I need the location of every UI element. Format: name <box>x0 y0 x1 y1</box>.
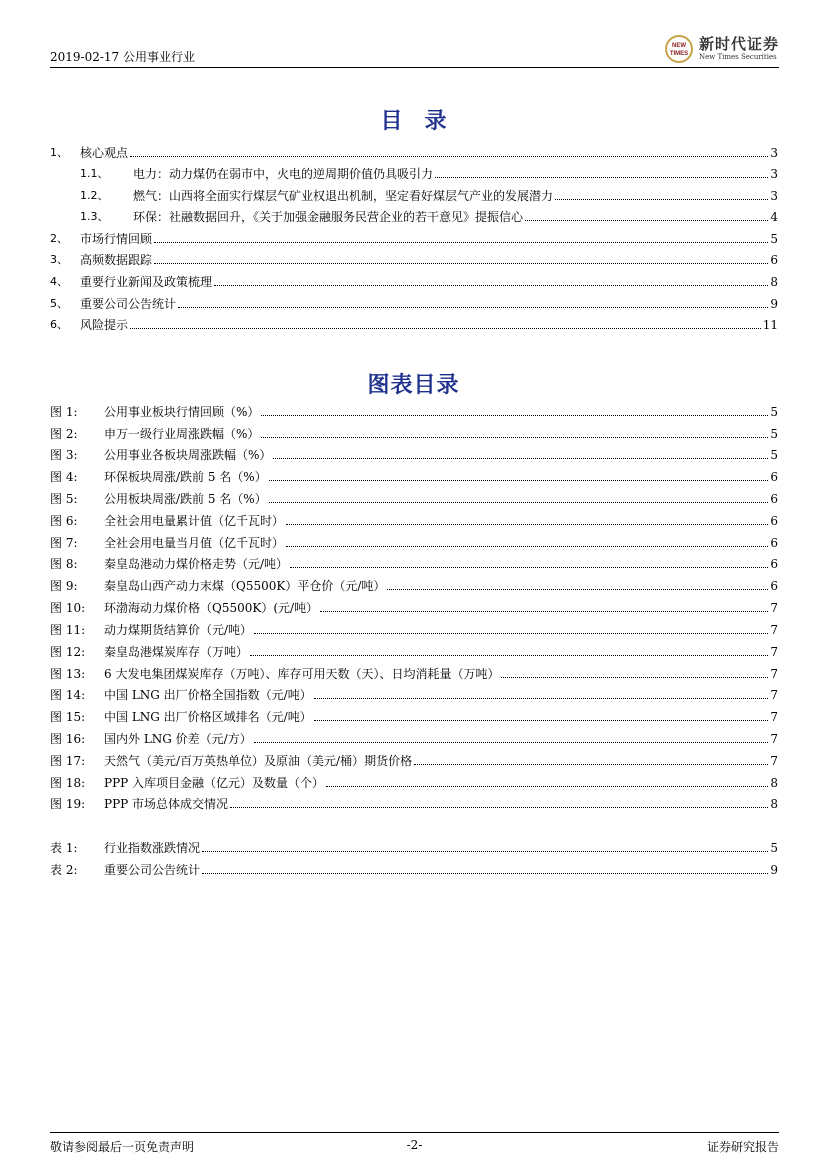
figure-entry[interactable] <box>50 423 778 441</box>
figure-entry[interactable] <box>50 793 778 811</box>
table-entry-number: 表 2: <box>50 863 78 877</box>
dot-leader <box>273 458 768 459</box>
figure-entry-number: 图 19: <box>50 797 86 811</box>
toc-entry[interactable] <box>50 249 778 267</box>
figure-entry-number: 图 7: <box>50 536 78 550</box>
logo-mark-icon <box>662 34 696 64</box>
figure-entry-page: 5 <box>770 448 778 462</box>
toc-entry[interactable] <box>50 206 778 224</box>
toc-entry[interactable] <box>50 163 778 181</box>
figure-entry-label: 全社会用电量累计值（亿千瓦时） <box>104 514 285 528</box>
figure-entry-label: 中国 LNG 出厂价格全国指数（元/吨） <box>104 688 312 702</box>
toc-entry-label: 电力：动力煤仍在弱市中，火电的逆周期价值仍具吸引力 <box>133 167 434 181</box>
figure-entry-number: 图 14: <box>50 688 86 702</box>
svg-text:NEW: NEW <box>671 43 686 49</box>
figure-entry[interactable] <box>50 532 778 550</box>
logo-name-en: New Times Securities <box>698 53 777 61</box>
table-entry-number: 表 1: <box>50 841 78 855</box>
figure-entry-page: 7 <box>770 623 778 637</box>
toc-entry-number: 1.1、 <box>80 167 109 180</box>
figure-entry-page: 7 <box>770 645 778 659</box>
toc-entry-page: 3 <box>770 189 778 203</box>
dot-leader <box>269 502 769 503</box>
toc-entry-number: 3、 <box>50 253 68 266</box>
figure-entry-label: 天然气（美元/百万英热单位）及原油（美元/桶）期货价格 <box>104 754 413 768</box>
dot-leader <box>525 220 768 221</box>
figure-entry-number: 图 5: <box>50 492 78 506</box>
table-entry-page: 5 <box>770 841 778 855</box>
page-footer <box>50 1132 779 1156</box>
page-header <box>50 34 779 68</box>
figure-entry-page: 5 <box>770 427 778 441</box>
figure-entry[interactable] <box>50 401 778 419</box>
dot-leader <box>290 567 768 568</box>
figure-entry-number: 图 12: <box>50 645 86 659</box>
toc-entry-page: 8 <box>770 275 778 289</box>
figure-entry-page: 6 <box>770 470 778 484</box>
figure-entry-page: 6 <box>770 536 778 550</box>
dot-leader <box>326 786 768 787</box>
figure-entry-label: 动力煤期货结算价（元/吨） <box>104 623 253 637</box>
figure-entry[interactable] <box>50 641 778 659</box>
figure-entry-page: 7 <box>770 710 778 724</box>
figure-entry[interactable] <box>50 706 778 724</box>
toc-entry[interactable] <box>50 228 778 246</box>
figure-entry-number: 图 3: <box>50 448 78 462</box>
figure-entry-label: 中国 LNG 出厂价格区域排名（元/吨） <box>104 710 312 724</box>
dot-leader <box>435 177 768 178</box>
figure-entry-label: 公用事业各板块周涨跌幅（%） <box>104 448 272 462</box>
toc-entry[interactable] <box>50 314 778 332</box>
toc-entry-label: 环保：社融数据回升，《关于加强金融服务民营企业的若干意见》提振信心 <box>133 210 524 224</box>
figure-entry-number: 图 6: <box>50 514 78 528</box>
figure-entry-label: 申万一级行业周涨跌幅（%） <box>104 427 260 441</box>
figure-entry-page: 6 <box>770 514 778 528</box>
dot-leader <box>214 285 768 286</box>
dot-leader <box>286 524 768 525</box>
figure-entry-page: 7 <box>770 754 778 768</box>
toc-entry-label: 市场行情回顾 <box>80 232 153 246</box>
dot-leader <box>178 307 768 308</box>
report-type: 证券研究报告 <box>706 1140 779 1154</box>
figure-entry-number: 图 16: <box>50 732 86 746</box>
figure-entry[interactable] <box>50 663 778 681</box>
figure-entry[interactable] <box>50 772 778 790</box>
dot-leader <box>254 742 769 743</box>
toc-entry-number: 4、 <box>50 275 68 288</box>
dot-leader <box>501 677 768 678</box>
dot-leader <box>320 611 768 612</box>
figure-entry[interactable] <box>50 466 778 484</box>
company-logo <box>662 34 779 64</box>
toc-entry-page: 3 <box>770 167 778 181</box>
figure-entry[interactable] <box>50 728 778 746</box>
table-entry-label: 行业指数涨跌情况 <box>104 841 201 855</box>
table-entry-page: 9 <box>770 863 778 877</box>
figure-entry-label: 全社会用电量当月值（亿千瓦时） <box>104 536 285 550</box>
toc-entry[interactable] <box>50 185 778 203</box>
page-number: -2- <box>406 1138 423 1152</box>
figure-entry-label: PPP 入库项目金融（亿元）及数量（个） <box>104 776 325 790</box>
toc-entry-number: 1.2、 <box>80 189 109 202</box>
figure-entry-page: 6 <box>770 557 778 571</box>
figure-entry[interactable] <box>50 750 778 768</box>
table-entry-label: 重要公司公告统计 <box>104 863 201 877</box>
figure-entry-label: 环保板块周涨/跌前 5 名（%） <box>104 470 267 484</box>
figure-entry-page: 7 <box>770 688 778 702</box>
toc-entry-page: 3 <box>770 146 778 160</box>
figure-entry-page: 7 <box>770 601 778 615</box>
dot-leader <box>387 589 768 590</box>
figure-entry-label: 6 大发电集团煤炭库存（万吨）、库存可用天数（天）、日均消耗量（万吨） <box>104 667 500 681</box>
figure-entry-number: 图 10: <box>50 601 86 615</box>
figure-entry-number: 图 9: <box>50 579 78 593</box>
toc-entry-page: 6 <box>770 253 778 267</box>
figure-entry[interactable] <box>50 510 778 528</box>
dot-leader <box>230 807 768 808</box>
dot-leader <box>154 242 768 243</box>
toc-entry-number: 1、 <box>50 146 68 159</box>
figure-entry-number: 图 2: <box>50 427 78 441</box>
figure-entry-label: 环渤海动力煤价格（Q5500K）(元/吨） <box>104 601 319 615</box>
figure-entry-number: 图 13: <box>50 667 86 681</box>
toc-entry-number: 2、 <box>50 232 68 245</box>
dot-leader <box>202 873 768 874</box>
dot-leader <box>269 480 769 481</box>
toc-entry-number: 5、 <box>50 297 68 310</box>
toc-entry-number: 6、 <box>50 318 68 331</box>
toc-entry-label: 燃气：山西将全面实行煤层气矿业权退出机制，坚定看好煤层气产业的发展潜力 <box>133 189 554 203</box>
figure-entry[interactable] <box>50 684 778 702</box>
dot-leader <box>130 156 768 157</box>
toc-entry-label: 核心观点 <box>80 146 129 160</box>
figure-entry-label: PPP 市场总体成交情况 <box>104 797 229 811</box>
figure-entry-number: 图 15: <box>50 710 86 724</box>
figure-entry-label: 秦皇岛山西产动力末煤（Q5500K）平仓价（元/吨） <box>104 579 386 593</box>
figure-entry-number: 图 18: <box>50 776 86 790</box>
figure-entry-page: 8 <box>770 797 778 811</box>
dot-leader <box>130 328 761 329</box>
dot-leader <box>314 720 769 721</box>
figure-entry-number: 图 1: <box>50 405 78 419</box>
svg-text:TIMES: TIMES <box>669 51 689 57</box>
toc-title: 目录 <box>380 108 469 134</box>
figure-entry-label: 秦皇岛港煤炭库存（万吨） <box>104 645 249 659</box>
dot-leader <box>555 199 768 200</box>
figure-entry-page: 7 <box>770 732 778 746</box>
dot-leader <box>261 437 768 438</box>
dot-leader <box>286 546 768 547</box>
dot-leader <box>414 764 768 765</box>
figure-entry-page: 7 <box>770 667 778 681</box>
header-date-section: 2019-02-17 公用事业行业 <box>50 50 196 64</box>
figure-entry-label: 公用事业板块行情回顾（%） <box>104 405 260 419</box>
toc-entry-page: 11 <box>762 318 778 332</box>
figure-entry[interactable] <box>50 575 778 593</box>
figure-entry[interactable] <box>50 444 778 462</box>
figure-entry-number: 图 11: <box>50 623 86 637</box>
figure-entry[interactable] <box>50 597 778 615</box>
figure-entry-number: 图 17: <box>50 754 86 768</box>
dot-leader <box>154 263 768 264</box>
toc-entry[interactable] <box>50 271 778 289</box>
toc-entry-page: 5 <box>770 232 778 246</box>
figure-entry[interactable] <box>50 619 778 637</box>
toc-entry[interactable] <box>50 142 778 160</box>
toc-entry[interactable] <box>50 293 778 311</box>
dot-leader <box>314 698 769 699</box>
toc-entry-label: 风险提示 <box>80 318 129 332</box>
toc-entry-page: 9 <box>770 297 778 311</box>
toc-entry-label: 高频数据跟踪 <box>80 253 153 267</box>
table-entry[interactable] <box>50 859 778 877</box>
figure-entry-page: 6 <box>770 492 778 506</box>
figure-entry-number: 图 8: <box>50 557 78 571</box>
disclaimer-note: 敬请参阅最后一页免责声明 <box>50 1140 195 1154</box>
figure-entry[interactable] <box>50 553 778 571</box>
toc-entry-page: 4 <box>770 210 778 224</box>
dot-leader <box>202 851 768 852</box>
toc-entry-number: 1.3、 <box>80 210 109 223</box>
figure-entry-page: 5 <box>770 405 778 419</box>
table-entry[interactable] <box>50 837 778 855</box>
toc-entry-label: 重要行业新闻及政策梳理 <box>80 275 213 289</box>
dot-leader <box>250 655 768 656</box>
dot-leader <box>254 633 768 634</box>
figure-entry-number: 图 4: <box>50 470 78 484</box>
figure-entry-page: 6 <box>770 579 778 593</box>
toc-entry-label: 重要公司公告统计 <box>80 297 177 311</box>
figure-entry-label: 公用板块周涨/跌前 5 名（%） <box>104 492 267 506</box>
dot-leader <box>261 415 768 416</box>
figure-entry[interactable] <box>50 488 778 506</box>
figure-entry-label: 秦皇岛港动力煤价格走势（元/吨） <box>104 557 289 571</box>
figure-entry-label: 国内外 LNG 价差（元/方） <box>104 732 252 746</box>
figure-entry-page: 8 <box>770 776 778 790</box>
figure-list-title: 图表目录 <box>367 372 460 398</box>
logo-name-cn: 新时代证券 <box>698 35 779 53</box>
